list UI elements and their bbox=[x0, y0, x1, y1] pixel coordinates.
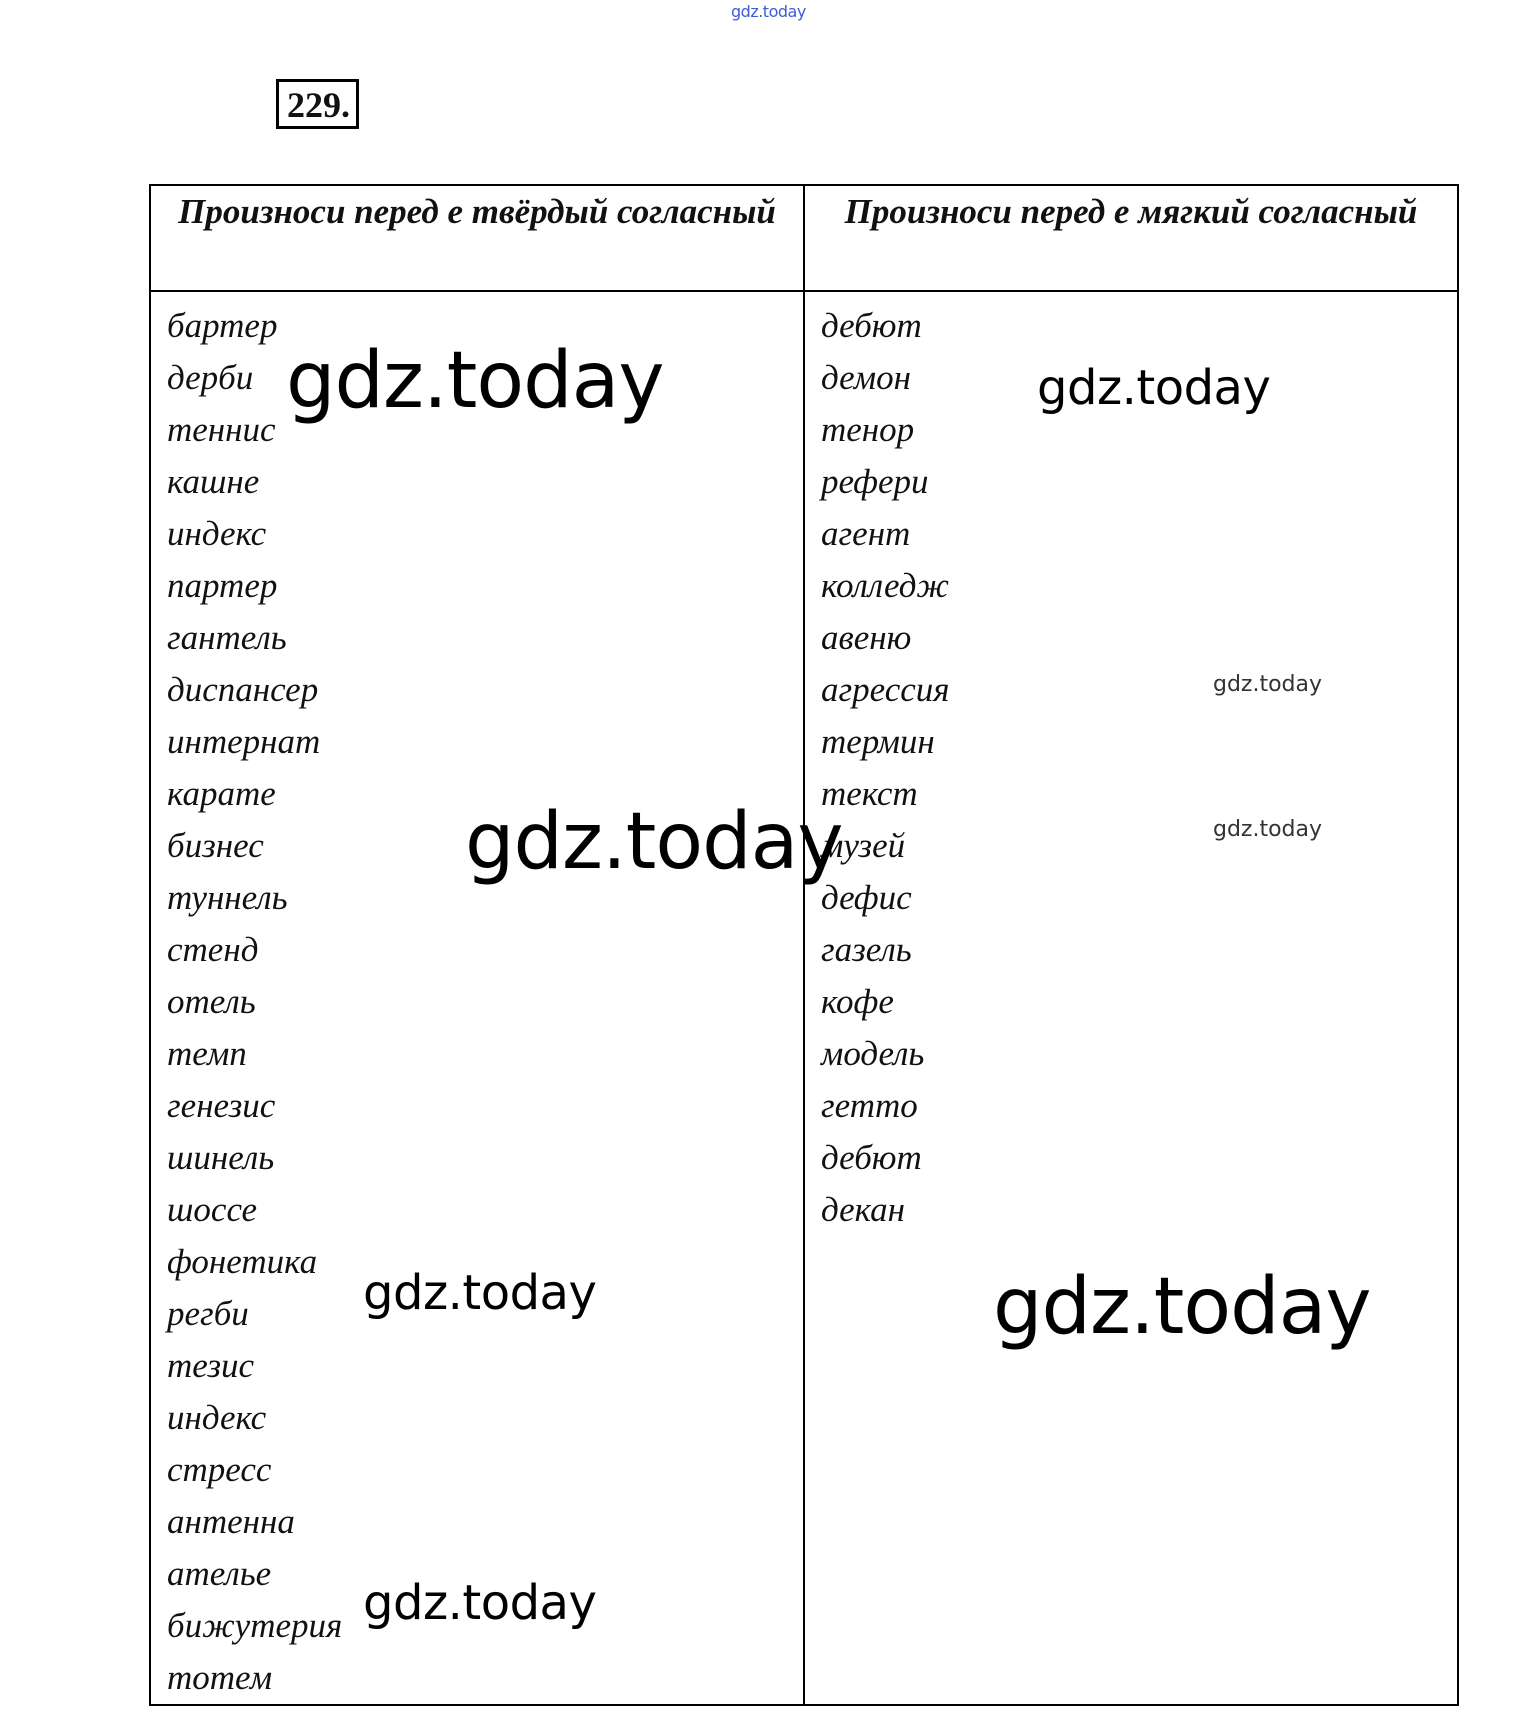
watermark: gdz.today bbox=[465, 797, 843, 887]
list-item: фонетика bbox=[167, 1242, 318, 1281]
list-item: тезис bbox=[167, 1346, 255, 1385]
list-item: стенд bbox=[167, 930, 259, 969]
watermark: gdz.today bbox=[1037, 360, 1271, 416]
watermark: gdz.today bbox=[1213, 817, 1323, 842]
list-item: дефис bbox=[821, 878, 912, 917]
list-item: дебют bbox=[821, 1138, 922, 1177]
list-item: бижутерия bbox=[167, 1606, 343, 1645]
list-item: индекс bbox=[167, 514, 267, 553]
list-item: ателье bbox=[167, 1554, 272, 1593]
list-item: тотем bbox=[167, 1658, 273, 1697]
list-item: тенор bbox=[821, 410, 915, 449]
top-watermark: gdz.today bbox=[731, 2, 806, 21]
list-item: карате bbox=[167, 774, 276, 813]
hard-consonant-list bbox=[167, 300, 803, 1704]
list-item: интернат bbox=[167, 722, 321, 761]
hard-consonant-column bbox=[150, 291, 804, 1705]
watermark: gdz.today bbox=[286, 336, 664, 426]
header-hard-consonant: Произноси перед е твёрдый согласный bbox=[150, 185, 804, 291]
list-item: регби bbox=[167, 1294, 249, 1333]
list-item: кашне bbox=[167, 462, 260, 501]
list-item: модель bbox=[821, 1034, 925, 1073]
list-item: стресс bbox=[167, 1450, 272, 1489]
list-item: рефери bbox=[821, 462, 929, 501]
watermark: gdz.today bbox=[363, 1575, 597, 1631]
list-item: гетто bbox=[821, 1086, 918, 1125]
list-item: агрессия bbox=[821, 670, 950, 709]
soft-consonant-list bbox=[821, 300, 1457, 1236]
header-soft-consonant: Произноси перед е мягкий согласный bbox=[804, 185, 1458, 291]
list-item: туннель bbox=[167, 878, 288, 917]
list-item: индекс bbox=[167, 1398, 267, 1437]
soft-consonant-column bbox=[804, 291, 1458, 1705]
list-item: бартер bbox=[167, 306, 278, 345]
list-item: отель bbox=[167, 982, 256, 1021]
list-item: демон bbox=[821, 358, 911, 397]
list-item: декан bbox=[821, 1190, 906, 1229]
list-item: термин bbox=[821, 722, 935, 761]
list-item: шоссе bbox=[167, 1190, 258, 1229]
list-item: генезис bbox=[167, 1086, 276, 1125]
watermark: gdz.today bbox=[1213, 672, 1323, 697]
list-item: агент bbox=[821, 514, 911, 553]
task-number: 229. bbox=[276, 79, 359, 129]
list-item: диспансер bbox=[167, 670, 319, 709]
list-item: дерби bbox=[167, 358, 254, 397]
list-item: дебют bbox=[821, 306, 922, 345]
list-item: бизнес bbox=[167, 826, 264, 865]
list-item: газель bbox=[821, 930, 912, 969]
list-item: антенна bbox=[167, 1502, 295, 1541]
list-item: гантель bbox=[167, 618, 287, 657]
list-item: авеню bbox=[821, 618, 912, 657]
list-item: кофе bbox=[821, 982, 894, 1021]
watermark: gdz.today bbox=[363, 1265, 597, 1321]
watermark: gdz.today bbox=[993, 1262, 1371, 1352]
list-item: теннис bbox=[167, 410, 276, 449]
list-item: музей bbox=[821, 826, 906, 865]
list-item: колледж bbox=[821, 566, 949, 605]
list-item: темп bbox=[167, 1034, 247, 1073]
list-item: партер bbox=[167, 566, 278, 605]
list-item: шинель bbox=[167, 1138, 275, 1177]
list-item: текст bbox=[821, 774, 918, 813]
